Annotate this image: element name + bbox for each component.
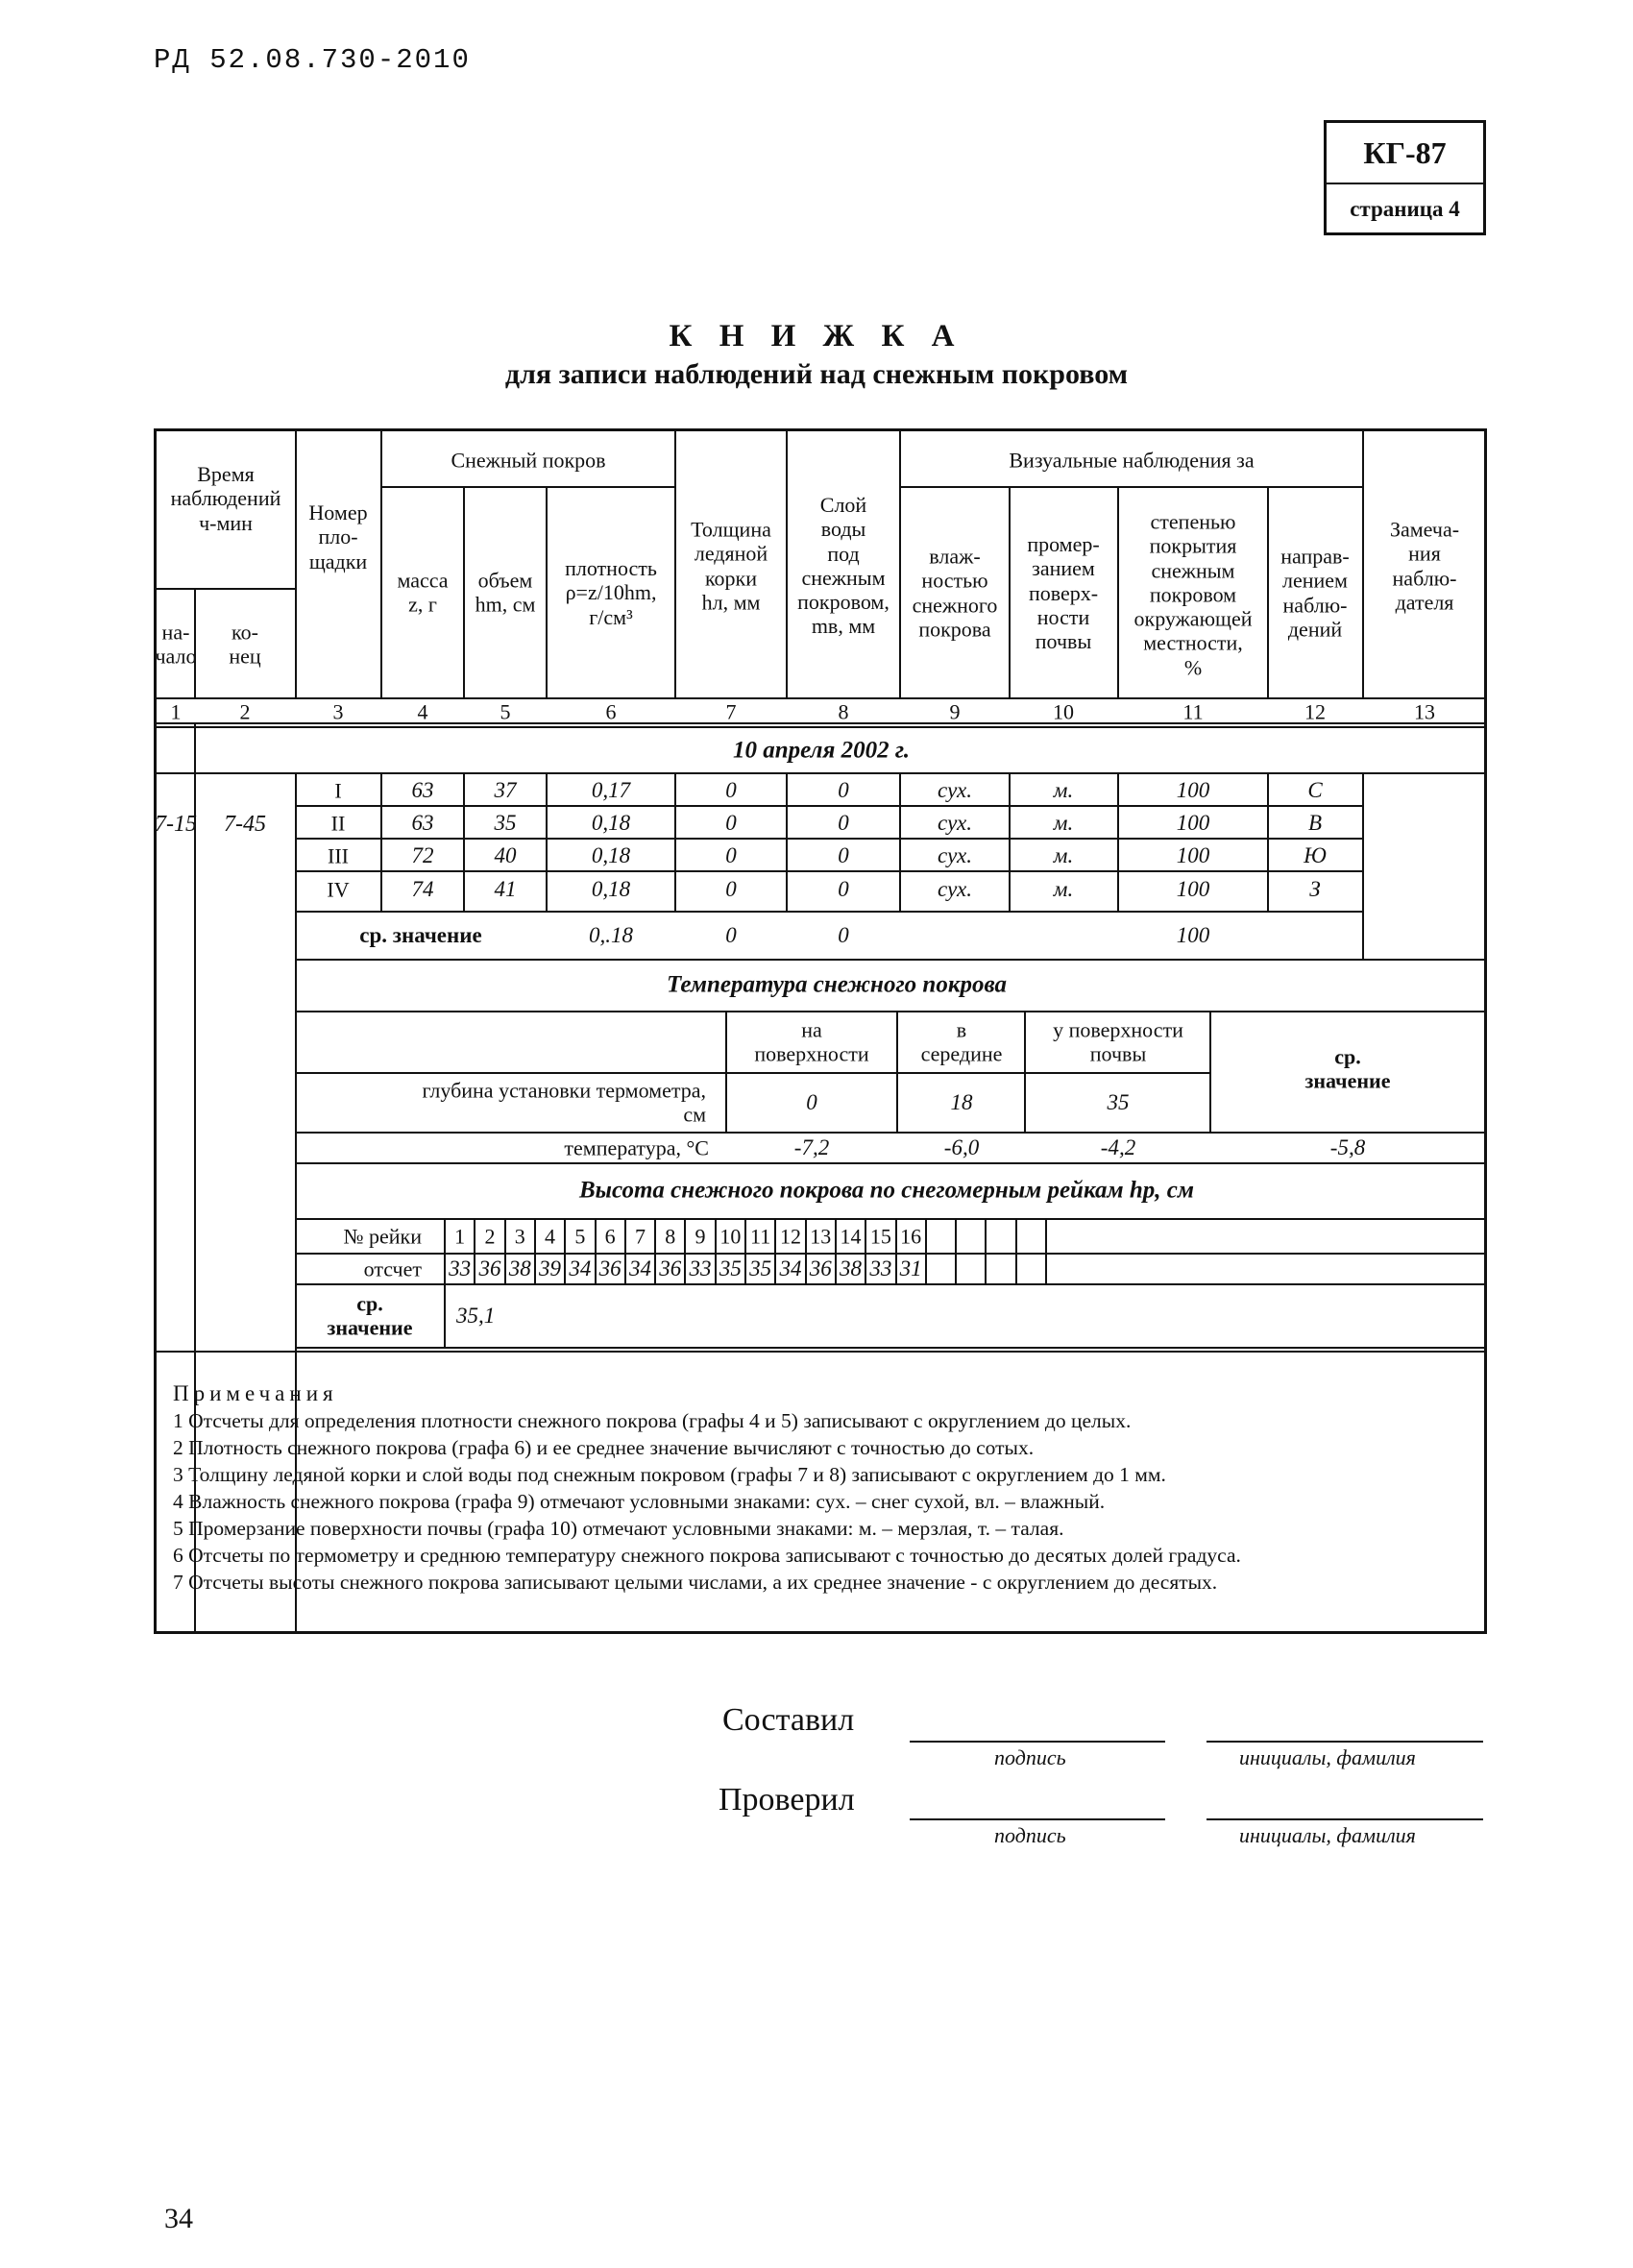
water-value: 0 (838, 777, 849, 802)
coverage-value: 100 (1176, 842, 1210, 867)
mass-value: 63 (411, 777, 434, 802)
moisture-value: сух. (938, 842, 972, 867)
temperature-label: температура, °С (564, 1135, 709, 1160)
rail-number: 14 (840, 1224, 862, 1249)
rail-reading: 34 (628, 1256, 651, 1280)
column-number: 5 (500, 699, 511, 724)
rail-reading: 34 (569, 1256, 592, 1280)
ice-value: 0 (725, 876, 737, 901)
depth-surface: 0 (806, 1089, 817, 1114)
average-coverage: 100 (1176, 922, 1210, 947)
rail-number: 12 (779, 1224, 801, 1249)
rail-number: 3 (514, 1224, 525, 1249)
height-section-title: Высота снежного покрова по снегомерным рейкам hр, см (578, 1177, 1195, 1204)
rail-reading: 36 (598, 1256, 622, 1280)
site-number: IV (327, 877, 350, 902)
depth-middle: 18 (950, 1089, 973, 1114)
mass-value: 74 (411, 876, 434, 901)
rail-reading: 33 (869, 1256, 892, 1280)
column-number: 2 (239, 699, 251, 724)
temp-col-surface: на поверхности (754, 1017, 869, 1066)
ice-value: 0 (725, 842, 737, 867)
site-number: III (328, 843, 349, 868)
form-page: страница 4 (1350, 197, 1460, 221)
rail-reading: 36 (478, 1256, 501, 1280)
note-item: 5 Промерзание поверхности почвы (графа 10) отмечают условными знаками: м. – мерзлая, т. – талая. (173, 1517, 1064, 1540)
column-number: 4 (417, 699, 428, 724)
header-snow-cover: Снежный покров (451, 448, 606, 473)
page-number: 34 (164, 2203, 193, 2234)
rail-reading: 39 (539, 1256, 562, 1280)
freeze-value: м. (1053, 810, 1074, 835)
reading-label: отсчет (363, 1256, 422, 1281)
mass-value: 63 (411, 810, 434, 835)
water-value: 0 (838, 876, 849, 901)
signature-caption: подпись (994, 1823, 1066, 1847)
time-start-value: 7-15 (155, 812, 197, 838)
site-number: II (330, 811, 346, 836)
observation-date: 10 апреля 2002 г. (733, 737, 910, 764)
temperature-middle: -6,0 (943, 1134, 980, 1159)
height-average-label: ср. значение (327, 1291, 413, 1340)
header-remarks: Замеча- ния наблю- дателя (1389, 517, 1460, 615)
rail-number: 9 (695, 1224, 706, 1249)
direction-value: З (1309, 876, 1321, 901)
water-value: 0 (838, 810, 849, 835)
direction-value: С (1307, 777, 1323, 802)
volume-value: 35 (494, 810, 517, 835)
temp-col-soil: у поверхности почвы (1053, 1017, 1183, 1066)
column-number: 7 (725, 699, 737, 724)
header-density: плотность ρ=z/10hm, г/см³ (565, 556, 657, 629)
height-average-value: 35,1 (456, 1303, 496, 1328)
column-number: 6 (605, 699, 617, 724)
header-direction: направ- лением наблю- дений (1280, 544, 1350, 642)
density-value: 0,17 (591, 777, 631, 802)
name-caption: инициалы, фамилия (1239, 1745, 1416, 1769)
freeze-value: м. (1053, 842, 1074, 867)
rail-number: 10 (719, 1224, 742, 1249)
notes (173, 1380, 1241, 1596)
rail-reading: 33 (449, 1256, 472, 1280)
column-number: 12 (1304, 699, 1326, 724)
temperature-surface: -7,2 (793, 1134, 830, 1159)
header-coverage: степенью покрытия снежным покровом окружающей местности, % (1133, 509, 1253, 680)
name-caption: инициалы, фамилия (1239, 1823, 1416, 1847)
header-visual: Визуальные наблюдения за (1009, 448, 1255, 473)
signature-caption: подпись (994, 1745, 1066, 1769)
average-label: ср. значение (359, 922, 482, 947)
rail-reading: 35 (719, 1256, 742, 1280)
rail-reading: 36 (809, 1256, 832, 1280)
mass-value: 72 (411, 842, 434, 867)
temperature-average: -5,8 (1329, 1134, 1366, 1159)
checked-signature-line[interactable] (910, 1818, 1165, 1820)
rail-reading: 36 (659, 1256, 682, 1280)
compiled-signature-line[interactable] (910, 1741, 1165, 1743)
volume-value: 41 (494, 876, 517, 901)
form-code-box (1324, 120, 1486, 235)
column-number: 1 (170, 699, 182, 724)
moisture-value: сух. (938, 876, 972, 901)
direction-value: Ю (1304, 842, 1327, 867)
header-mass: масса z, г (397, 568, 449, 617)
checked-name-line[interactable] (1206, 1818, 1483, 1820)
column-number: 9 (949, 699, 961, 724)
header-time-start: на- чало (155, 620, 197, 669)
column-number: 13 (1414, 699, 1435, 724)
column-number: 8 (838, 699, 849, 724)
freeze-value: м. (1053, 777, 1074, 802)
header-time: Время наблюдений ч-мин (170, 462, 281, 535)
moisture-value: сух. (938, 777, 972, 802)
density-value: 0,18 (591, 842, 631, 867)
header-water: Слой воды под снежным покровом, mв, мм (797, 493, 890, 639)
freeze-value: м. (1053, 876, 1074, 901)
note-item: 3 Толщину ледяной корки и слой воды под снежным покровом (графы 7 и 8) записывают с округлением до 1 мм. (173, 1463, 1166, 1486)
rail-number: 6 (604, 1224, 616, 1249)
column-number: 10 (1053, 699, 1074, 724)
average-water: 0 (838, 922, 849, 947)
depth-soil: 35 (1107, 1089, 1130, 1114)
ice-value: 0 (725, 777, 737, 802)
rail-number: 1 (454, 1224, 466, 1249)
rail-reading: 35 (749, 1256, 772, 1280)
coverage-value: 100 (1176, 876, 1210, 901)
temperature-soil: -4,2 (1100, 1134, 1136, 1159)
volume-value: 37 (494, 777, 517, 802)
rail-reading: 38 (840, 1256, 863, 1280)
rail-reading: 34 (779, 1256, 802, 1280)
rail-number: 16 (900, 1224, 922, 1249)
water-value: 0 (838, 842, 849, 867)
column-number: 11 (1182, 699, 1204, 724)
rail-number-label: № рейки (343, 1224, 422, 1249)
header-ice: Толщина ледяной корки hл, мм (691, 517, 771, 615)
depth-label: глубина установки термометра, см (422, 1078, 706, 1127)
rail-number: 7 (634, 1224, 646, 1249)
rail-number: 2 (484, 1224, 496, 1249)
page-title: К Н И Ж К А (669, 319, 964, 354)
header-freeze: промер- занием поверх- ности почвы (1027, 531, 1100, 653)
temp-col-average: ср. значение (1304, 1044, 1391, 1093)
time-end-value: 7-45 (224, 812, 266, 838)
note-item: 1 Отсчеты для определения плотности снежного покрова (графы 4 и 5) записывают с округлением до целых. (173, 1409, 1132, 1432)
note-item: 4 Влажность снежного покрова (графа 9) отмечают условными знаками: сух. – снег сухой, вл. – влажный. (173, 1490, 1106, 1513)
rail-number: 11 (750, 1224, 771, 1249)
header-moisture: влаж- ностью снежного покрова (912, 544, 998, 642)
rail-reading: 31 (899, 1256, 922, 1280)
note-item: 7 Отсчеты высоты снежного покрова записывают целыми числами, а их среднее значение - с округлением до десятых. (173, 1571, 1218, 1594)
direction-value: В (1307, 810, 1323, 835)
moisture-value: сух. (938, 810, 972, 835)
average-ice: 0 (725, 922, 737, 947)
rail-reading: 33 (689, 1256, 712, 1280)
document-code: РД 52.08.730-2010 (154, 44, 471, 76)
checked-label: Проверил (719, 1782, 855, 1817)
page-subtitle: для записи наблюдений над снежным покровом (504, 358, 1129, 390)
header-volume: объем hm, см (475, 568, 536, 617)
coverage-value: 100 (1176, 777, 1210, 802)
site-number: I (334, 778, 342, 803)
coverage-value: 100 (1176, 810, 1210, 835)
note-item: 2 Плотность снежного покрова (графа 6) и ее среднее значение вычисляют с точностью до сотых. (173, 1436, 1035, 1459)
temp-col-middle: в середине (920, 1017, 1003, 1066)
header-site: Номер пло- щадки (308, 500, 368, 573)
compiled-name-line[interactable] (1206, 1741, 1483, 1743)
rail-number: 5 (574, 1224, 586, 1249)
notes-title: Примечания (173, 1381, 338, 1405)
rail-reading: 38 (508, 1256, 531, 1280)
note-item: 6 Отсчеты по термометру и среднюю температуру снежного покрова записывают с точностью до десятых долей градуса. (173, 1544, 1241, 1567)
rail-number: 4 (545, 1224, 556, 1249)
density-value: 0,18 (591, 876, 631, 901)
column-number: 3 (332, 699, 344, 724)
ice-value: 0 (725, 810, 737, 835)
rail-number: 13 (810, 1224, 832, 1249)
temperature-section-title: Температура снежного покрова (667, 971, 1007, 998)
rail-number: 8 (665, 1224, 676, 1249)
volume-value: 40 (494, 842, 517, 867)
average-density: 0,.18 (589, 922, 633, 947)
compiled-label: Составил (722, 1702, 855, 1738)
header-time-end: ко- нец (229, 620, 261, 669)
rail-number: 15 (869, 1224, 891, 1249)
form-code: КГ-87 (1327, 123, 1483, 184)
density-value: 0,18 (591, 810, 631, 835)
